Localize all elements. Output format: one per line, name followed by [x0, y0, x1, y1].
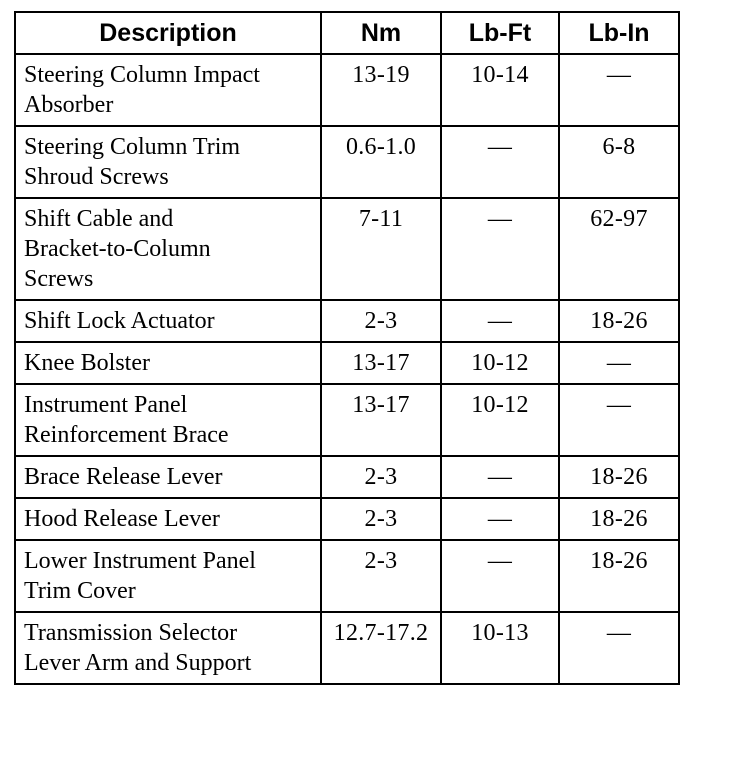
cell-description — [15, 342, 321, 384]
cell-lbin — [559, 612, 679, 684]
cell-lbin — [559, 300, 679, 342]
cell-nm — [321, 198, 441, 300]
cell-description — [15, 540, 321, 612]
header-lbft: Lb-Ft — [441, 12, 559, 54]
cell-lbft-value: 10-14 — [471, 62, 529, 88]
cell-lbft — [441, 198, 559, 300]
description-line: Reinforcement Brace — [24, 422, 229, 448]
cell-lbin — [559, 384, 679, 456]
cell-lbin — [559, 342, 679, 384]
cell-nm-value: 13-17 — [352, 392, 410, 418]
cell-nm-value: 13-17 — [352, 350, 410, 376]
cell-lbin-value: 6-8 — [602, 134, 636, 160]
table-body — [15, 54, 679, 684]
description-line: Absorber — [24, 92, 114, 118]
cell-description — [15, 498, 321, 540]
cell-lbft-value: — — [487, 206, 513, 232]
cell-lbft-value: 10-13 — [471, 620, 529, 646]
cell-lbft — [441, 384, 559, 456]
cell-nm — [321, 498, 441, 540]
description-line: Trim Cover — [24, 578, 136, 604]
cell-lbin — [559, 498, 679, 540]
cell-lbft — [441, 126, 559, 198]
description-line: Lower Instrument Panel — [24, 548, 256, 574]
cell-nm — [321, 540, 441, 612]
cell-lbin-value: 62-97 — [590, 206, 648, 232]
cell-description — [15, 126, 321, 198]
table-row — [15, 384, 679, 456]
cell-nm — [321, 126, 441, 198]
cell-lbft — [441, 342, 559, 384]
cell-lbft — [441, 456, 559, 498]
description-line: Transmission Selector — [24, 620, 238, 646]
cell-description — [15, 300, 321, 342]
cell-lbin — [559, 456, 679, 498]
cell-nm — [321, 612, 441, 684]
cell-lbin-value: — — [606, 62, 632, 88]
cell-lbin — [559, 198, 679, 300]
table-row — [15, 498, 679, 540]
table-row — [15, 198, 679, 300]
table-row — [15, 54, 679, 126]
cell-lbin — [559, 126, 679, 198]
table-row — [15, 456, 679, 498]
table-row — [15, 612, 679, 684]
cell-lbin-value: 18-26 — [590, 548, 648, 574]
description-line: Shift Cable and — [24, 206, 174, 232]
cell-lbft — [441, 540, 559, 612]
cell-nm — [321, 300, 441, 342]
description-line: Lever Arm and Support — [24, 650, 252, 676]
cell-lbft-value: — — [487, 464, 513, 490]
cell-lbft-value: — — [487, 134, 513, 160]
torque-spec-table — [14, 11, 680, 685]
description-line: Bracket-to-Column — [24, 236, 211, 262]
cell-nm-value: 13-19 — [352, 62, 410, 88]
cell-lbft-value: 10-12 — [471, 350, 529, 376]
cell-lbft-value: — — [487, 548, 513, 574]
header-row — [15, 12, 679, 54]
cell-lbft-value: — — [487, 308, 513, 334]
description-line: Shift Lock Actuator — [24, 308, 215, 334]
cell-lbft — [441, 612, 559, 684]
cell-nm-value: 0.6-1.0 — [345, 134, 417, 160]
cell-nm-value: 12.7-17.2 — [333, 620, 429, 646]
cell-lbin — [559, 540, 679, 612]
cell-lbin-value: — — [606, 350, 632, 376]
cell-nm-value: 2-3 — [364, 548, 398, 574]
cell-nm — [321, 384, 441, 456]
table-row — [15, 540, 679, 612]
cell-nm — [321, 456, 441, 498]
cell-nm — [321, 342, 441, 384]
cell-description — [15, 54, 321, 126]
description-line: Brace Release Lever — [24, 464, 223, 490]
description-line: Knee Bolster — [24, 350, 150, 376]
cell-lbin-value: 18-26 — [590, 464, 648, 490]
description-line: Steering Column Impact — [24, 62, 260, 88]
description-line: Hood Release Lever — [24, 506, 220, 532]
description-line: Steering Column Trim — [24, 134, 241, 160]
cell-lbin — [559, 54, 679, 126]
cell-nm — [321, 54, 441, 126]
cell-nm-value: 2-3 — [364, 506, 398, 532]
cell-lbft-value: 10-12 — [471, 392, 529, 418]
cell-description — [15, 612, 321, 684]
description-line: Shroud Screws — [24, 164, 169, 190]
header-description: Description — [15, 12, 321, 54]
cell-lbft — [441, 498, 559, 540]
cell-lbin-value: — — [606, 620, 632, 646]
cell-lbin-value: 18-26 — [590, 308, 648, 334]
cell-description — [15, 198, 321, 300]
cell-nm-value: 2-3 — [364, 308, 398, 334]
cell-nm-value: 7-11 — [358, 206, 404, 232]
cell-lbft — [441, 54, 559, 126]
header-nm: Nm — [321, 12, 441, 54]
cell-lbft-value: — — [487, 506, 513, 532]
table-row — [15, 342, 679, 384]
cell-nm-value: 2-3 — [364, 464, 398, 490]
table-row — [15, 300, 679, 342]
description-line: Instrument Panel — [24, 392, 188, 418]
cell-lbin-value: 18-26 — [590, 506, 648, 532]
header-lbin: Lb-In — [559, 12, 679, 54]
description-line: Screws — [24, 266, 94, 292]
cell-description — [15, 456, 321, 498]
cell-lbin-value: — — [606, 392, 632, 418]
cell-description — [15, 384, 321, 456]
cell-lbft — [441, 300, 559, 342]
table-row — [15, 126, 679, 198]
